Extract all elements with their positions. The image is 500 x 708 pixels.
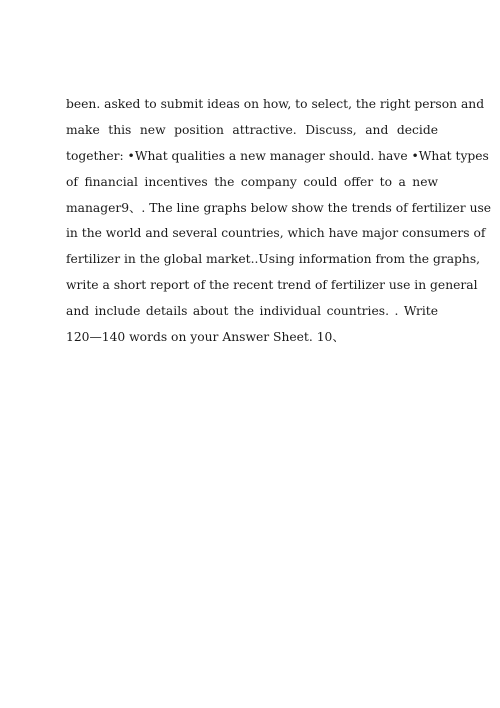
text-line: make this new position attractive. Discuss, and decide bbox=[66, 122, 438, 137]
text-line: manager9、. The line graphs below show the trends of fertilizer use bbox=[66, 200, 492, 215]
text-line: of financial incentives the company could offer to a new bbox=[66, 174, 438, 189]
text-line: together: •What qualities a new manager should. have •What types bbox=[66, 148, 489, 163]
text-line: write a short report of the recent trend of fertilizer use in general bbox=[66, 278, 478, 293]
text-line: and include details about the individual countries. . Write bbox=[66, 304, 438, 319]
text-line: been. asked to submit ideas on how, to select, the right person and bbox=[66, 97, 485, 111]
text-line: in the world and several countries, which have major consumers of bbox=[66, 226, 486, 241]
text-line: fertilizer in the global market..Using information from the graphs, bbox=[66, 252, 481, 267]
text-line: 120—140 words on your Answer Sheet. 10、 bbox=[66, 330, 345, 345]
body-text bbox=[66, 92, 492, 351]
